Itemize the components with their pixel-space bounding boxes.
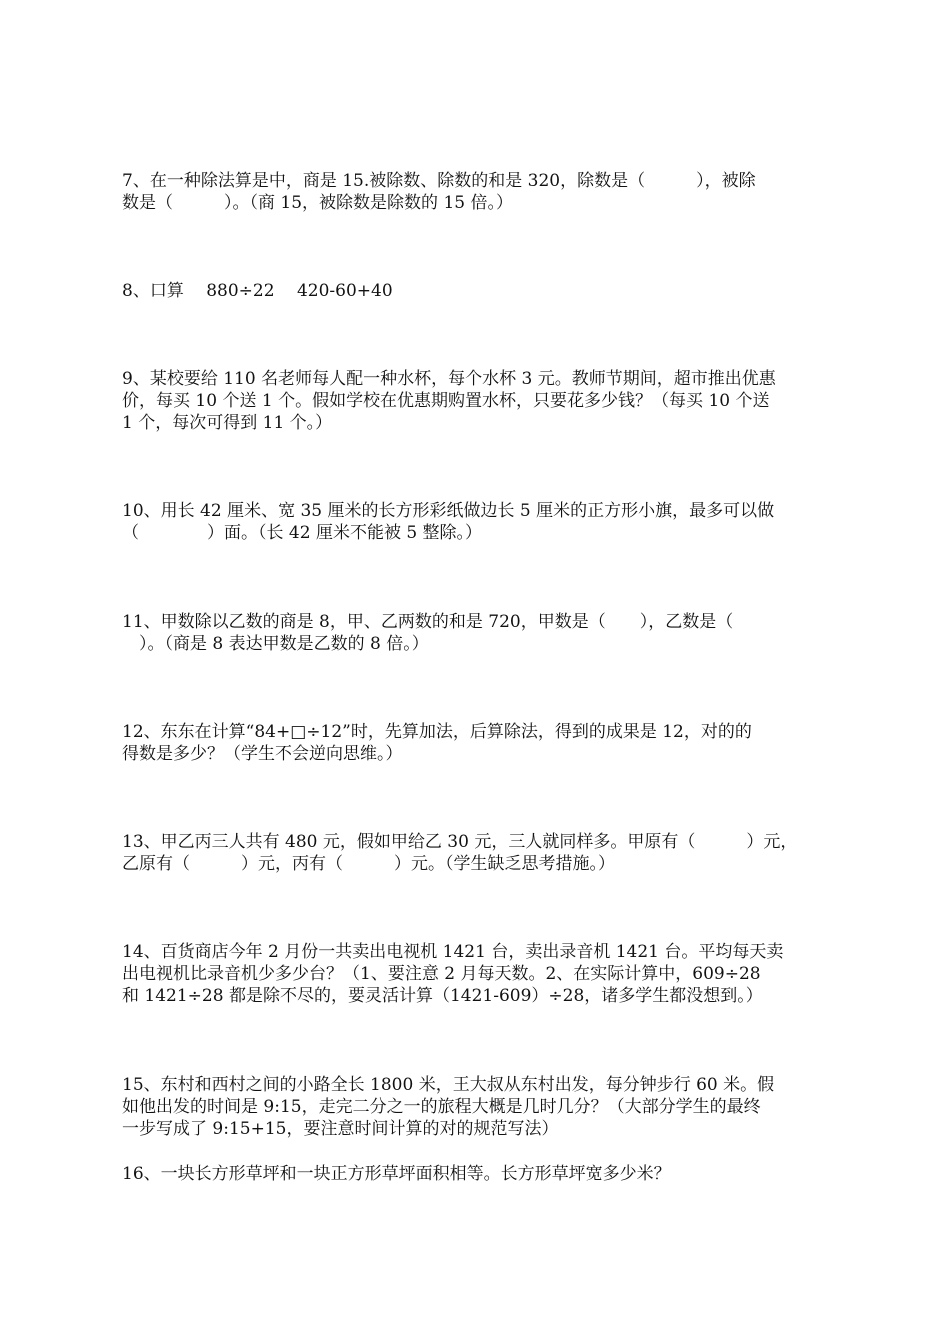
question-15-line-2: 如他出发的时间是 9:15，走完二分之一的旅程大概是几时几分？（大部分学生的最终 xyxy=(122,1097,761,1117)
question-16 xyxy=(122,1163,834,1185)
question-16-line-1: 16、一块长方形草坪和一块正方形草坪面积相等。长方形草坪宽多少米？ xyxy=(122,1164,671,1184)
question-9-line-3: 1 个，每次可得到 11 个。） xyxy=(122,413,333,433)
question-14-line-1: 14、百货商店今年 2 月份一共卖出电视机 1421 台，卖出录音机 1421 台。平均每天卖 xyxy=(122,942,784,962)
question-9-line-1: 9、某校要给 110 名老师每人配一种水杯，每个水杯 3 元。教师节期间，超市推出优惠 xyxy=(122,369,776,389)
question-8 xyxy=(122,280,834,302)
question-13 xyxy=(122,831,834,875)
question-8-line-1: 8、口算 880÷22 420-60+40 xyxy=(122,281,393,301)
question-7 xyxy=(122,170,834,214)
question-11 xyxy=(122,611,834,655)
question-14 xyxy=(122,941,834,1007)
question-11-line-2: ）。（商是 8 表达甲数是乙数的 8 倍。） xyxy=(122,634,429,654)
question-13-line-2: 乙原有（ ）元，丙有（ ）元。（学生缺乏思考措施。） xyxy=(122,854,615,874)
question-13-line-1: 13、甲乙丙三人共有 480 元，假如甲给乙 30 元，三人就同样多。甲原有（ ）元， xyxy=(122,832,798,852)
question-10 xyxy=(122,500,834,544)
question-7-line-1: 7、在一种除法算是中，商是 15.被除数、除数的和是 320，除数是（ ），被除 xyxy=(122,171,756,191)
question-15-line-1: 15、东村和西村之间的小路全长 1800 米，王大叔从东村出发，每分钟步行 60 米。假 xyxy=(122,1075,775,1095)
question-12 xyxy=(122,721,834,765)
question-12-line-1: 12、东东在计算“84+□÷12”时，先算加法，后算除法，得到的成果是 12，对的的 xyxy=(122,722,752,742)
question-7-line-2: 数是（ ）。（商 15，被除数是除数的 15 倍。） xyxy=(122,193,513,213)
question-15 xyxy=(122,1074,834,1140)
question-14-line-2: 出电视机比录音机少多少台？（1、要注意 2 月每天数。2、在实际计算中，609÷28 xyxy=(122,964,761,984)
question-11-line-1: 11、甲数除以乙数的商是 8，甲、乙两数的和是 720，甲数是（ ），乙数是（ xyxy=(122,612,734,632)
question-10-line-1: 10、用长 42 厘米、宽 35 厘米的长方形彩纸做边长 5 厘米的正方形小旗，最多可以做 xyxy=(122,501,775,521)
question-12-line-2: 得数是多少？（学生不会逆向思维。） xyxy=(122,744,403,764)
question-9 xyxy=(122,368,834,434)
question-15-line-3: 一步写成了 9:15+15，要注意时间计算的对的规范写法） xyxy=(122,1119,559,1139)
question-10-line-2: （ ）面。（长 42 厘米不能被 5 整除。） xyxy=(122,523,483,543)
question-14-line-3: 和 1421÷28 都是除不尽的，要灵活计算（1421-609）÷28，诸多学生都没想到。） xyxy=(122,986,763,1006)
question-9-line-2: 价，每买 10 个送 1 个。假如学校在优惠期购置水杯，只要花多少钱？（每买 10 个送 xyxy=(122,391,770,411)
